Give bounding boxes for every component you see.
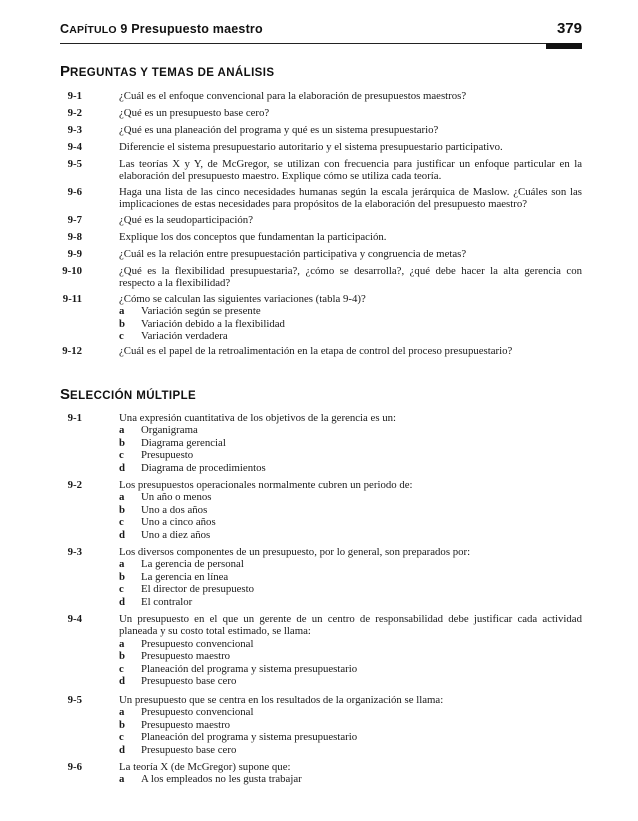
option-letter: c	[119, 449, 124, 462]
option-list	[86, 706, 582, 756]
option-item	[119, 529, 582, 541]
option-item	[119, 449, 582, 461]
option-list	[86, 305, 582, 342]
question-text: Un presupuesto que se centra en los resultados de la organización se llama:	[119, 694, 444, 706]
discussion-question	[62, 265, 582, 290]
option-item	[119, 731, 582, 743]
question-number: 9-5	[67, 158, 82, 170]
thumb-tab-marker	[546, 43, 582, 49]
multiple-choice-question	[67, 546, 582, 608]
option-text: Un año o menos	[141, 491, 212, 504]
option-item	[119, 516, 582, 528]
section-title-seleccion-multiple	[60, 386, 196, 403]
header-rule	[60, 43, 582, 44]
option-item	[119, 504, 582, 516]
option-letter: c	[119, 516, 124, 529]
question-text: ¿Qué es la flexibilidad presupuestaria?, ¿cómo se desarrolla?, ¿qué debe hacer la alta gerencia con respecto a la flexibilidad?	[119, 265, 582, 290]
option-text: Presupuesto base cero	[141, 743, 237, 756]
option-text: La gerencia en línea	[141, 570, 229, 583]
section-title-rest: ELECCIÓN MÚLTIPLE	[70, 390, 197, 402]
option-letter: a	[119, 706, 125, 719]
discussion-question	[67, 231, 582, 243]
option-letter: c	[119, 731, 124, 744]
option-list	[86, 558, 582, 608]
option-item	[119, 773, 582, 785]
question-number: 9-2	[67, 479, 82, 491]
option-letter: a	[119, 558, 125, 571]
question-number: 9-5	[67, 694, 82, 706]
option-letter: c	[119, 330, 124, 343]
option-text: Presupuesto maestro	[141, 718, 231, 731]
option-letter: c	[119, 583, 124, 596]
option-list	[86, 638, 582, 688]
option-item	[119, 650, 582, 662]
option-item	[119, 583, 582, 595]
option-item	[119, 719, 582, 731]
option-item	[119, 330, 582, 342]
option-item	[119, 424, 582, 436]
chapter-title-initial: C	[60, 22, 70, 36]
question-text: ¿Cómo se calculan las siguientes variaciones (tabla 9-4)?	[119, 293, 366, 305]
question-text: Los presupuestos operacionales normalmente cubren un periodo de:	[119, 479, 413, 491]
option-text: Presupuesto convencional	[141, 706, 254, 719]
option-item	[119, 318, 582, 330]
option-text: Variación según se presente	[141, 305, 261, 318]
option-letter: b	[119, 570, 126, 583]
option-item	[119, 571, 582, 583]
option-letter: a	[119, 637, 125, 650]
option-letter: c	[119, 662, 124, 675]
option-text: A los empleados no les gusta trabajar	[141, 773, 302, 786]
option-text: El director de presupuesto	[141, 583, 255, 596]
question-text: Las teorías X y Y, de McGregor, se utilizan con frecuencia para justificar un enfoque particular en la elaboración del presupuesto maestro. Explique cómo se utiliza cada teoría.	[119, 158, 582, 183]
option-item	[119, 663, 582, 675]
question-text: ¿Qué es la seudoparticipación?	[119, 214, 254, 226]
option-text: Presupuesto maestro	[141, 650, 231, 663]
question-number: 9-2	[67, 107, 82, 119]
option-text: Uno a diez años	[141, 528, 211, 541]
option-letter: d	[119, 595, 126, 608]
option-text: La gerencia de personal	[141, 558, 244, 571]
discussion-question	[67, 141, 582, 153]
option-text: Presupuesto	[141, 449, 194, 462]
question-number: 9-3	[67, 124, 82, 136]
multiple-choice-question	[67, 479, 582, 541]
chapter-title-name: 9 Presupuesto maestro	[116, 22, 263, 36]
multiple-choice-question	[67, 761, 582, 786]
option-list	[86, 491, 582, 541]
question-number: 9-1	[67, 90, 82, 102]
section-title-rest: REGUNTAS Y TEMAS DE ANÁLISIS	[70, 67, 275, 79]
option-text: Uno a cinco años	[141, 516, 216, 529]
option-text: Planeación del programa y sistema presupuestario	[141, 731, 358, 744]
option-letter: d	[119, 528, 126, 541]
option-text: Organigrama	[141, 424, 198, 437]
option-item	[119, 744, 582, 756]
option-text: Variación debido a la flexibilidad	[141, 317, 285, 330]
option-letter: b	[119, 503, 126, 516]
discussion-question	[67, 107, 582, 119]
option-item	[119, 558, 582, 570]
option-item	[119, 638, 582, 650]
option-letter: b	[119, 718, 126, 731]
question-number: 9-9	[67, 248, 82, 260]
section-title-initial: S	[60, 386, 71, 403]
chapter-title-rest: APÍTULO	[69, 24, 117, 36]
chapter-title	[60, 22, 263, 36]
option-item	[119, 675, 582, 687]
question-text: ¿Cuál es la relación entre presupuestación participativa y congruencia de metas?	[119, 248, 467, 260]
option-letter: b	[119, 650, 126, 663]
question-text: Diferencie el sistema presupuestario autoritario y el sistema presupuestario participativo.	[119, 141, 503, 153]
discussion-question	[67, 248, 582, 260]
question-number: 9-1	[67, 412, 82, 424]
option-letter: b	[119, 436, 126, 449]
question-text: Una expresión cuantitativa de los objetivos de la gerencia es un:	[119, 412, 397, 424]
discussion-question	[67, 186, 582, 211]
running-header	[60, 22, 582, 42]
option-letter: a	[119, 773, 125, 786]
option-item	[119, 596, 582, 608]
page-number: 379	[556, 20, 582, 37]
option-list	[86, 773, 582, 785]
question-text: Explique los dos conceptos que fundamentan la participación.	[119, 231, 387, 243]
option-list	[86, 424, 582, 474]
section-title-preguntas	[60, 63, 274, 80]
option-text: Planeación del programa y sistema presupuestario	[141, 662, 358, 675]
question-number: 9-6	[67, 186, 82, 198]
option-letter: a	[119, 424, 125, 437]
multiple-choice-question	[67, 613, 582, 688]
question-number: 9-6	[67, 761, 82, 773]
multiple-choice-question	[67, 412, 582, 474]
question-text: ¿Qué es un presupuesto base cero?	[119, 107, 270, 119]
question-number: 9-11	[62, 293, 82, 305]
option-item	[119, 462, 582, 474]
section-title-initial: P	[60, 63, 71, 80]
question-text: ¿Cuál es el papel de la retroalimentación en la etapa de control del proceso presupuestario?	[119, 345, 513, 357]
option-letter: a	[119, 305, 125, 318]
option-text: El contralor	[141, 595, 193, 608]
question-number: 9-4	[67, 613, 82, 625]
option-item	[119, 491, 582, 503]
option-text: Diagrama de procedimientos	[141, 461, 266, 474]
option-text: Variación verdadera	[141, 330, 228, 343]
question-text: Los diversos componentes de un presupuesto, por lo general, son preparados por:	[119, 546, 471, 558]
question-number: 9-8	[67, 231, 82, 243]
discussion-question	[62, 293, 582, 343]
question-number: 9-4	[67, 141, 82, 153]
option-text: Presupuesto base cero	[141, 675, 237, 688]
question-text: ¿Qué es una planeación del programa y qué es un sistema presupuestario?	[119, 124, 439, 136]
option-item	[119, 305, 582, 317]
discussion-question	[67, 214, 582, 226]
discussion-question	[67, 158, 582, 183]
option-item	[119, 437, 582, 449]
question-text: Un presupuesto en el que un gerente de un centro de responsabilidad debe justificar cada actividad planeada y su costo total estimado, se llama:	[119, 613, 582, 638]
question-number: 9-12	[62, 345, 82, 357]
discussion-question	[67, 124, 582, 136]
discussion-question	[67, 90, 582, 102]
question-number: 9-3	[67, 546, 82, 558]
multiple-choice-question	[67, 694, 582, 756]
option-letter: d	[119, 675, 126, 688]
question-text: ¿Cuál es el enfoque convencional para la elaboración de presupuestos maestros?	[119, 90, 467, 102]
option-text: Diagrama gerencial	[141, 436, 226, 449]
option-text: Uno a dos años	[141, 503, 208, 516]
option-letter: b	[119, 317, 126, 330]
question-number: 9-10	[62, 265, 82, 277]
option-letter: a	[119, 491, 125, 504]
question-number: 9-7	[67, 214, 82, 226]
option-letter: d	[119, 461, 126, 474]
question-text: La teoría X (de McGregor) supone que:	[119, 761, 291, 773]
question-text: Haga una lista de las cinco necesidades humanas según la escala jerárquica de Maslow. ¿Cuáles son las implicaciones de estas necesidades para propósitos de la elaboración del presupuesto maestro?	[119, 186, 582, 211]
option-item	[119, 706, 582, 718]
option-letter: d	[119, 743, 126, 756]
discussion-question	[62, 345, 582, 357]
option-text: Presupuesto convencional	[141, 637, 254, 650]
